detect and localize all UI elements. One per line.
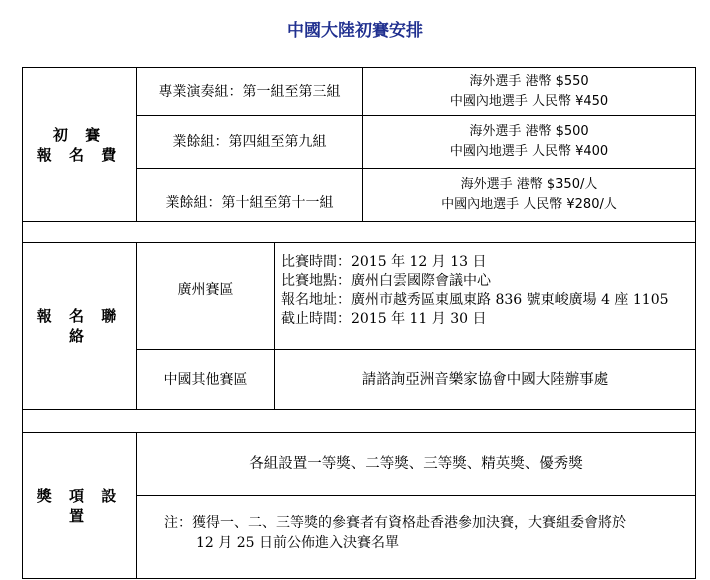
page-title: 中國大陸初賽安排 (287, 21, 423, 41)
awards-note-line2: 12 月 25 日前公佈進入決賽名單 (196, 535, 399, 551)
fee-section-label (23, 68, 136, 221)
fee-label-line2: 報 名 費 (36, 145, 123, 164)
fee-price-2 (363, 116, 695, 168)
region-other: 中國其他賽區 (163, 371, 248, 388)
fee-overseas-2: 海外選手 港幣 $500 (469, 124, 589, 139)
fee-price-3 (363, 169, 695, 221)
other-region-contact: 請諮詢亞洲音樂家協會中國大陸辦事處 (361, 371, 609, 388)
fee-group-2: 業餘組：第四組至第九組 (172, 134, 327, 150)
guangzhou-details (275, 243, 695, 349)
fee-overseas-3: 海外選手 港幣 $350/人 (460, 177, 598, 192)
fee-label-line1: 初 賽 (52, 125, 107, 144)
fee-mainland-3: 中國內地選手 人民幣 ¥280/人 (441, 197, 617, 212)
awards-list: 各組設置一等獎、二等獎、三等獎、精英獎、優秀獎 (249, 456, 583, 472)
match-venue: 比賽地點：廣州白雲國際會議中心 (281, 273, 491, 289)
fee-price-1 (363, 68, 695, 115)
fee-group-3: 業餘組：第十組至第十一組 (165, 195, 334, 211)
fee-mainland-2: 中國內地選手 人民幣 ¥400 (449, 144, 609, 159)
awards-section-label: 獎 項 設 置 (36, 486, 123, 525)
fee-group-1: 專業演奏組：第一組至第三組 (158, 83, 341, 100)
registration-address: 報名地址：廣州市越秀區東風東路 836 號東峻廣場 4 座 1105 (281, 292, 669, 308)
region-guangzhou: 廣州賽區 (177, 282, 234, 298)
fee-mainland-1: 中國內地選手 人民幣 ¥450 (449, 93, 609, 109)
awards-note-line1: 注：獲得一、二、三等獎的參賽者有資格赴香港參加決賽，大賽組委會將於 (164, 515, 626, 531)
contact-section-label: 報 名 聯 絡 (36, 307, 123, 345)
fee-overseas-1: 海外選手 港幣 $550 (469, 73, 589, 89)
awards-note (0, 513, 695, 563)
match-time: 比賽時間：2015 年 12 月 13 日 (281, 254, 487, 270)
deadline: 截止時間：2015 年 11 月 30 日 (281, 311, 487, 327)
